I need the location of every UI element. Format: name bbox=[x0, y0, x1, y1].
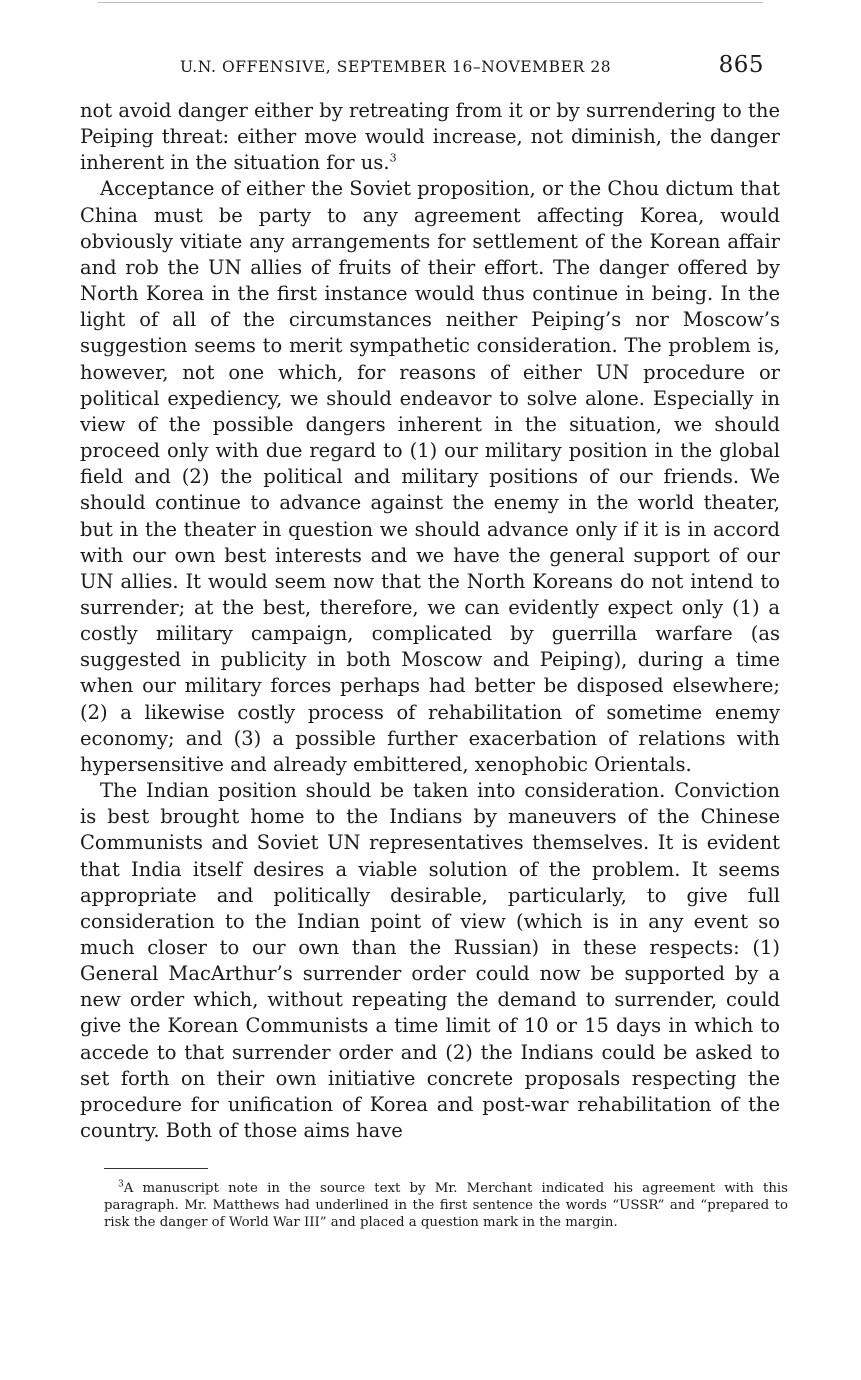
footnote-divider bbox=[104, 1168, 208, 1169]
top-edge-rule bbox=[98, 2, 763, 3]
paragraph-1-text: not avoid danger either by retreating from it or by surrendering to the Peiping threat: either move would increase, not diminish, the danger inherent in the situation for us. bbox=[80, 99, 780, 175]
paragraph-2: Acceptance of either the Soviet proposition, or the Chou dictum that China must be party to any agreement affecting Korea, would obviously vitiate any arrangements for settlement of the Korean affair and rob the UN allies of fruits of their effort. The danger offered by North Korea in the first instance would thus continue in being. In the light of all of the circumstances neither Peiping’s nor Moscow’s suggestion seems to merit sympathetic consideration. The problem is, however, not one which, for reasons of either UN procedure or political expediency, we should endeavor to solve alone. Especially in view of the possible dangers inherent in the situation, we should proceed only with due regard to (1) our military position in the global field and (2) the political and military positions of our friends. We should continue to advance against the enemy in the world theater, but in the theater in question we should advance only if it is in accord with our own best interests and we have the general support of our UN allies. It would seem now that the North Koreans do not intend to surrender; at the best, therefore, we can evidently expect only (1) a costly military campaign, complicated by guerrilla warfare (as suggested in publicity in both Moscow and Peiping), during a time when our military forces perhaps had better be disposed elsewhere; (2) a likewise costly process of rehabilitation of sometime enemy economy; and (3) a possible further exacerbation of relations with hypersensitive and already embittered, xenophobic Orientals. bbox=[80, 177, 780, 776]
footnote-text: A manuscript note in the source text by Mr. Merchant indicated his agreement with this paragraph. Mr. Matthews had underlined in the first sentence the words “USSR” and “prepared to risk the danger of World War III” and placed a question mark in the margin. bbox=[104, 1181, 788, 1230]
running-title: U.N. OFFENSIVE, SEPTEMBER 16–NOVEMBER 28 bbox=[180, 58, 612, 76]
paragraph-1 bbox=[80, 98, 780, 176]
page-number: 865 bbox=[718, 52, 764, 78]
footnote-marker: 3 bbox=[118, 1179, 124, 1190]
footnote bbox=[104, 1180, 788, 1231]
running-head bbox=[78, 52, 780, 82]
paragraph-3: The Indian position should be taken into consideration. Conviction is best brought home to the Indians by maneuvers of the Chinese Communists and Soviet UN representatives themselves. It is evident that India itself desires a viable solution of the problem. It seems appropriate and politically desirable, particularly, to give full consideration to the Indian point of view (which is in any event so much closer to our own than the Russian) in these respects: (1) General MacArthur’s surrender order could now be supported by a new order which, without repeating the demand to surrender, could give the Korean Communists a time limit of 10 or 15 days in which to accede to that surrender order and (2) the Indians could be asked to set forth on their own initiative concrete proposals respecting the procedure for unification of Korea and post-war rehabilitation of the country. Both of those aims have bbox=[80, 779, 780, 1143]
footnote-reference: 3 bbox=[389, 151, 397, 165]
body-text bbox=[80, 98, 780, 1144]
